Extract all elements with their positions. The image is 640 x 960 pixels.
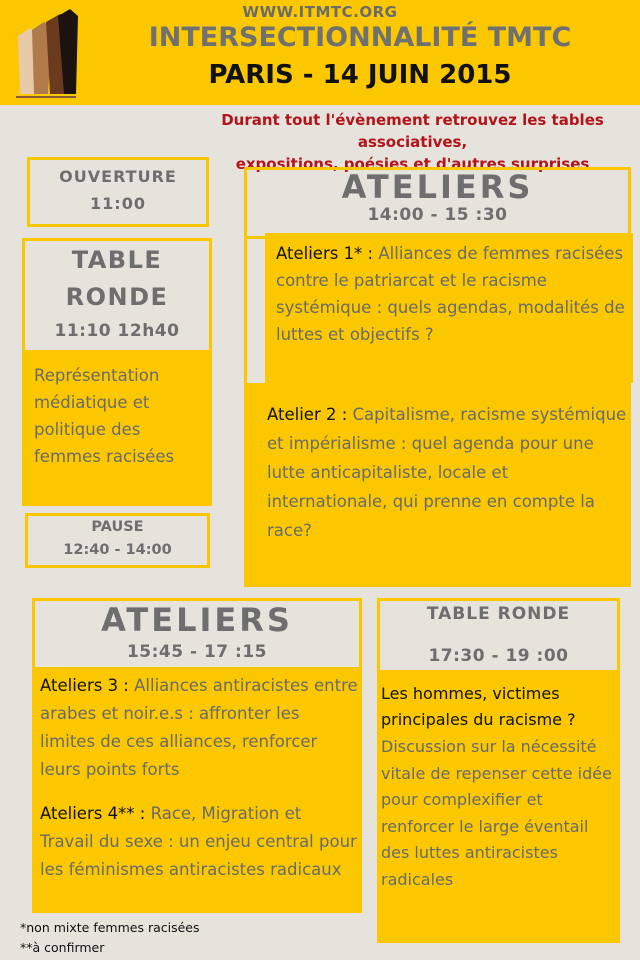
table-ronde-2-time: 17:30 - 19 :00	[428, 646, 569, 666]
table-ronde-2-title: TABLE RONDE	[426, 604, 571, 624]
ateliers-1-title: ATELIERS	[341, 168, 534, 206]
header-banner	[0, 0, 640, 105]
ateliers-2-time: 15:45 - 17 :15	[126, 642, 268, 662]
footnote-non-mixte: *non mixte femmes racisées	[20, 920, 200, 935]
atelier-2-description: Atelier 2 : Capitalisme, racisme systémique et impérialisme : quel agenda pour une lutte anticapitaliste, locale et internationale, qui prenne en compte la race?	[267, 405, 627, 540]
atelier-4-description: Ateliers 4** : Race, Migration et Travail du sexe : un enjeu central pour les féminismes antiracistes radicaux	[40, 804, 357, 879]
table-ronde-1-title-line1: TABLE	[71, 246, 163, 274]
pause-label: PAUSE	[91, 519, 144, 535]
atelier-3-description: Ateliers 3 : Alliances antiracistes entre arabes et noir.e.s : affronter les limites de ces alliances, renforcer leurs points forts	[40, 676, 358, 779]
atelier-1-description: Ateliers 1* : Alliances de femmes racisées contre le patriarcat et le racisme systémique : quels agendas, modalités de luttes et objectifs ?	[276, 244, 625, 344]
ateliers-2-title: ATELIERS	[101, 601, 293, 639]
footnote-a-confirmer: **à confirmer	[20, 940, 105, 955]
table-ronde-2-text: Discussion sur la nécessité vitale de repenser cette idée pour complexifier et renforcer le large éventail des luttes antiracistes radicales	[381, 737, 612, 889]
ouverture-label: OUVERTURE	[59, 167, 177, 186]
table-ronde-1-time: 11:10 12h40	[54, 321, 180, 341]
event-title: INTERSECTIONNALITÉ TMTC	[148, 22, 572, 53]
site-url: WWW.ITMTC.ORG	[242, 3, 398, 21]
ouverture-time: 11:00	[90, 194, 146, 213]
table-ronde-2-headline: Les hommes, victimes principales du racisme ?	[381, 684, 576, 729]
event-date: PARIS - 14 JUIN 2015	[208, 60, 512, 90]
event-info: Durant tout l'évènement retrouvez les tables associatives, expositions, poésies et d'autres surprises	[221, 111, 604, 173]
pause-time: 12:40 - 14:00	[63, 542, 172, 558]
table-ronde-1-topic: Représentation médiatique et politique des femmes racisées	[34, 366, 175, 466]
ateliers-1-time: 14:00 - 15 :30	[367, 205, 508, 225]
table-ronde-1-title-line2: RONDE	[65, 283, 169, 311]
